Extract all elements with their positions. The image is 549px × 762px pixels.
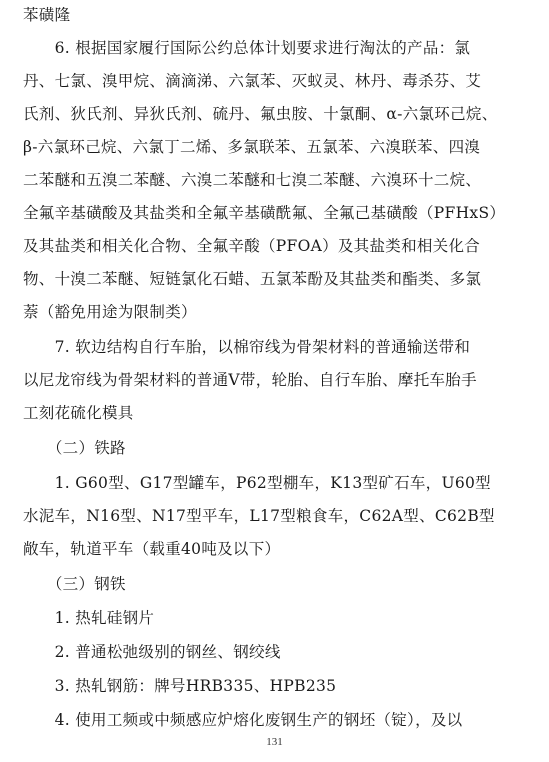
text-line: 萘（豁免用途为限制类） — [23, 303, 197, 321]
text-line: 苯磺隆 — [23, 6, 71, 24]
text-line: β-六氯环己烷、六氯丁二烯、多氯联苯、五氯苯、六溴联苯、四溴 — [23, 138, 481, 156]
text-line: 1. G60型、G17型罐车，P62型棚车，K13型矿石车，U60型 — [23, 474, 491, 492]
section-heading: （三）钢铁 — [23, 575, 126, 593]
text-line: 敞车，轨道平车（载重40吨及以下） — [23, 540, 281, 558]
text-line: 全氟辛基磺酸及其盐类和全氟辛基磺酰氟、全氟己基磺酸（PFHxS） — [23, 204, 506, 222]
text-line: 3. 热轧钢筋：牌号HRB335、HPB235 — [23, 677, 337, 695]
text-line: 二苯醚和五溴二苯醚、六溴二苯醚和七溴二苯醚、六溴环十二烷、 — [23, 171, 482, 189]
text-line: 2. 普通松弛级别的钢丝、钢绞线 — [23, 643, 281, 661]
text-line: 工刻花硫化模具 — [23, 404, 134, 422]
text-line: 氏剂、狄氏剂、异狄氏剂、硫丹、氟虫胺、十氯酮、α-六氯环己烷、 — [23, 105, 498, 123]
text-line: 物、十溴二苯醚、短链氯化石蜡、五氯苯酚及其盐类和酯类、多氯 — [23, 270, 482, 288]
text-line: 丹、七氯、溴甲烷、滴滴涕、六氯苯、灭蚁灵、林丹、毒杀芬、艾 — [23, 72, 482, 90]
text-line: 水泥车，N16型、N17型平车，L17型粮食车，C62A型、C62B型 — [23, 507, 495, 525]
page-number: 131 — [266, 736, 283, 748]
text-line: 及其盐类和相关化合物、全氟辛酸（PFOA）及其盐类和相关化合 — [23, 237, 481, 255]
text-line: 7. 软边结构自行车胎，以棉帘线为骨架材料的普通输送带和 — [23, 338, 471, 356]
text-line: 4. 使用工频或中频感应炉熔化废钢生产的钢坯（锭），及以 — [23, 711, 463, 729]
text-line: 6. 根据国家履行国际公约总体计划要求进行淘汰的产品：氯 — [23, 39, 471, 57]
text-line: 1. 热轧硅钢片 — [23, 609, 155, 627]
section-heading: （二）铁路 — [23, 439, 126, 457]
text-line: 以尼龙帘线为骨架材料的普通V带，轮胎、自行车胎、摩托车胎手 — [23, 371, 477, 389]
